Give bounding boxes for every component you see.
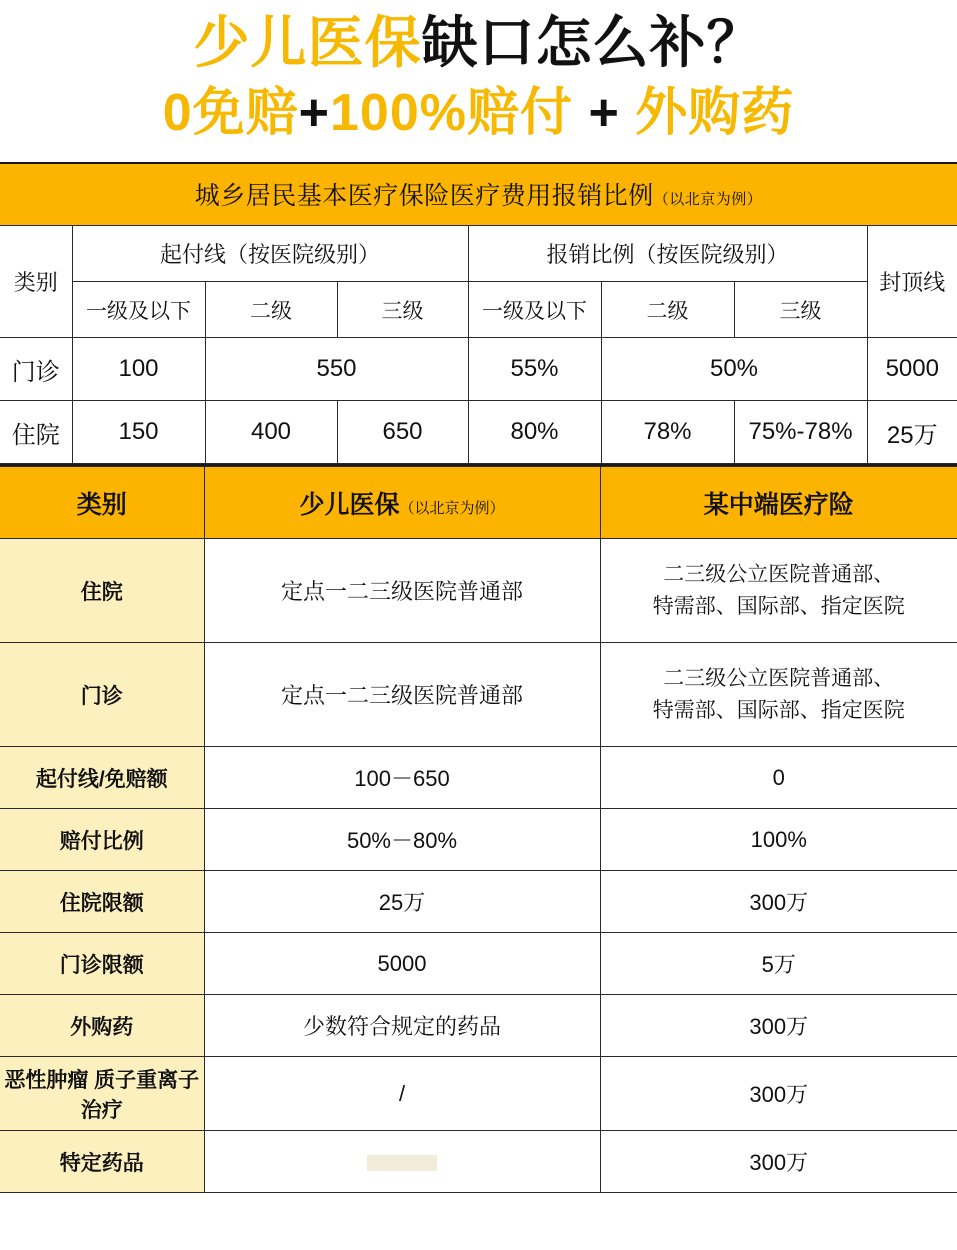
comparison-row7-value2: 300万 bbox=[600, 1057, 957, 1131]
table1-row-inpatient bbox=[0, 401, 957, 464]
table1-header-category: 类别 bbox=[0, 226, 72, 338]
table1-header-level-4: 一级及以下 bbox=[468, 282, 601, 338]
comparison-row5-value1: 5000 bbox=[204, 933, 600, 995]
headline-part-5: 外购药 bbox=[635, 84, 795, 142]
comparison-row7-label-line1: 恶性肿瘤 bbox=[4, 1068, 89, 1092]
comparison-row4-label: 住院限额 bbox=[0, 871, 204, 933]
headline bbox=[0, 0, 957, 148]
comparison-row5-value2: 5万 bbox=[600, 933, 957, 995]
comparison-row1-value2-line2: 特需部、国际部、指定医院 bbox=[652, 698, 905, 722]
headline-plus-2: + bbox=[573, 84, 636, 142]
comparison-row5-label: 门诊限额 bbox=[0, 933, 204, 995]
comparison-header-child-insurance bbox=[204, 467, 600, 539]
table-row bbox=[0, 1057, 957, 1131]
table1-title-text: 城乡居民基本医疗保险医疗费用报销比例 bbox=[194, 182, 654, 211]
medical-insurance-reimbursement-table bbox=[0, 162, 957, 467]
table1-header-level-5: 二级 bbox=[601, 282, 734, 338]
table1-row1-category: 住院 bbox=[0, 401, 72, 464]
table-row bbox=[0, 933, 957, 995]
table-row bbox=[0, 643, 957, 747]
comparison-row2-value1: 100－650 bbox=[204, 747, 600, 809]
table1-row0-cap: 5000 bbox=[867, 338, 957, 401]
comparison-table bbox=[0, 466, 957, 1193]
headline-part-3: 0免赔 bbox=[162, 84, 299, 142]
comparison-row8-value1 bbox=[204, 1131, 600, 1193]
table-row bbox=[0, 539, 957, 643]
comparison-row4-value1: 25万 bbox=[204, 871, 600, 933]
comparison-row1-label: 门诊 bbox=[0, 643, 204, 747]
table-row bbox=[0, 809, 957, 871]
comparison-row4-value2: 300万 bbox=[600, 871, 957, 933]
table1-title bbox=[0, 164, 957, 226]
comparison-row6-value1: 少数符合规定的药品 bbox=[204, 995, 600, 1057]
comparison-row0-value2 bbox=[600, 539, 957, 643]
table1-row1-deductible-1: 150 bbox=[72, 401, 205, 464]
comparison-header-category: 类别 bbox=[0, 467, 204, 539]
table-row bbox=[0, 995, 957, 1057]
table1-header-ratio-group: 报销比例（按医院级别） bbox=[468, 226, 867, 282]
comparison-row7-label-line2: 质子重离子治疗 bbox=[80, 1068, 200, 1122]
comparison-row0-value1: 定点一二三级医院普通部 bbox=[204, 539, 600, 643]
table1-row0-ratio-1: 55% bbox=[468, 338, 601, 401]
table1-row0-ratio-2: 50% bbox=[601, 338, 867, 401]
table1-header-level-6: 三级 bbox=[734, 282, 867, 338]
comparison-header-child-insurance-note: （以北京为例） bbox=[399, 499, 505, 517]
table1-header-level-3: 三级 bbox=[337, 282, 468, 338]
table1-row1-deductible-3: 650 bbox=[337, 401, 468, 464]
table1-row0-category: 门诊 bbox=[0, 338, 72, 401]
redacted-placeholder bbox=[367, 1155, 437, 1171]
table1-header-cap: 封顶线 bbox=[867, 226, 957, 338]
comparison-row2-value2: 0 bbox=[600, 747, 957, 809]
headline-part-2: 缺口怎么补？ bbox=[421, 11, 764, 74]
table1-row0-deductible-2: 550 bbox=[205, 338, 468, 401]
comparison-row3-value1: 50%－80% bbox=[204, 809, 600, 871]
table1-row1-ratio-1: 80% bbox=[468, 401, 601, 464]
comparison-row0-label: 住院 bbox=[0, 539, 204, 643]
table1-header-level-1: 一级及以下 bbox=[72, 282, 205, 338]
comparison-row7-label bbox=[0, 1057, 204, 1131]
comparison-row2-label: 起付线/免赔额 bbox=[0, 747, 204, 809]
comparison-row1-value2 bbox=[600, 643, 957, 747]
comparison-header-midrange-insurance: 某中端医疗险 bbox=[600, 467, 957, 539]
comparison-row3-value2: 100% bbox=[600, 809, 957, 871]
comparison-row0-value2-line1: 二三级公立医院普通部、 bbox=[663, 563, 895, 587]
comparison-table-header-row bbox=[0, 467, 957, 539]
headline-plus-1: + bbox=[298, 84, 330, 142]
table1-row1-ratio-2: 78% bbox=[601, 401, 734, 464]
comparison-row1-value1: 定点一二三级医院普通部 bbox=[204, 643, 600, 747]
table1-header-level-2: 二级 bbox=[205, 282, 337, 338]
comparison-row1-value2-line1: 二三级公立医院普通部、 bbox=[663, 667, 895, 691]
comparison-row3-label: 赔付比例 bbox=[0, 809, 204, 871]
table-row bbox=[0, 1131, 957, 1193]
table1-row1-cap: 25万 bbox=[867, 401, 957, 464]
table1-row1-deductible-2: 400 bbox=[205, 401, 337, 464]
table1-header-deductible-group: 起付线（按医院级别） bbox=[72, 226, 468, 282]
table1-row-outpatient bbox=[0, 338, 957, 401]
comparison-row7-value1: / bbox=[204, 1057, 600, 1131]
headline-part-4: 100%赔付 bbox=[330, 84, 573, 142]
comparison-row8-label: 特定药品 bbox=[0, 1131, 204, 1193]
headline-part-1: 少儿医保 bbox=[193, 11, 422, 74]
table1-title-note: （以北京为例） bbox=[653, 191, 763, 209]
headline-line-1 bbox=[0, 8, 957, 78]
table1-row0-deductible-1: 100 bbox=[72, 338, 205, 401]
comparison-row6-label: 外购药 bbox=[0, 995, 204, 1057]
comparison-row6-value2: 300万 bbox=[600, 995, 957, 1057]
comparison-row0-value2-line2: 特需部、国际部、指定医院 bbox=[652, 594, 905, 618]
comparison-header-child-insurance-text: 少儿医保 bbox=[299, 490, 400, 519]
table-row bbox=[0, 747, 957, 809]
headline-line-2 bbox=[0, 80, 957, 148]
table1-row1-ratio-3: 75%-78% bbox=[734, 401, 867, 464]
comparison-row8-value2: 300万 bbox=[600, 1131, 957, 1193]
table-row bbox=[0, 871, 957, 933]
